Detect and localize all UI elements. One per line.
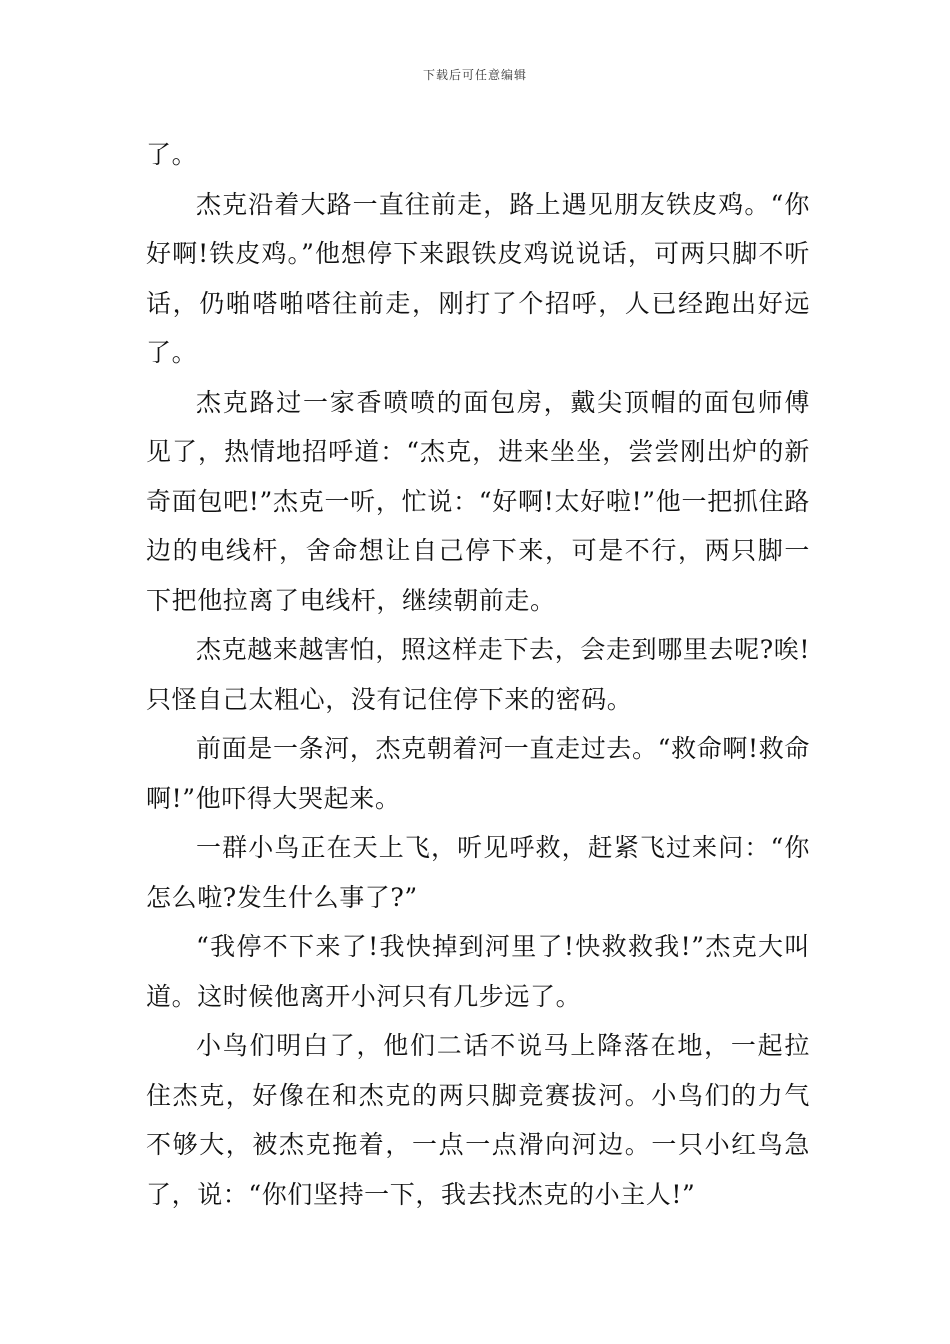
story-body — [146, 130, 810, 1219]
paragraph-7: “我停不下来了!我快掉到河里了!快救救我!”杰克大叫道。这时候他离开小河只有几步远了。 — [146, 932, 810, 1011]
paragraph-5: 前面是一条河，杰克朝着河一直走过去。“救命啊!救命啊!”他吓得大哭起来。 — [146, 734, 810, 813]
paragraph-8: 小鸟们明白了，他们二话不说马上降落在地，一起拉住杰克，好像在和杰克的两只脚竞赛拔河。小鸟们的力气不够大，被杰克拖着，一点一点滑向河边。一只小红鸟急了，说：“你们坚持一下，我去找杰克的小主人!” — [146, 1031, 810, 1209]
paragraph-4: 杰克越来越害怕，照这样走下去，会走到哪里去呢?唉!只怪自己太粗心，没有记住停下来的密码。 — [146, 635, 810, 714]
paragraph-2: 杰克沿着大路一直往前走，路上遇见朋友铁皮鸡。“你好啊!铁皮鸡。”他想停下来跟铁皮鸡说说话，可两只脚不听话，仍啪嗒啪嗒往前走，刚打了个招呼，人已经跑出好远了。 — [146, 189, 810, 367]
paragraph-1: 了。 — [146, 140, 198, 169]
paragraph-6: 一群小鸟正在天上飞，听见呼救，赶紧飞过来问：“你怎么啦?发生什么事了?” — [146, 833, 810, 912]
page-header: 下载后可任意编辑 — [422, 68, 527, 82]
paragraph-3: 杰克路过一家香喷喷的面包房，戴尖顶帽的面包师傅见了，热情地招呼道：“杰克，进来坐坐，尝尝刚出炉的新奇面包吧!”杰克一听，忙说：“好啊!太好啦!”他一把抓住路边的电线杆，舍命想让自己停下来，可是不行，两只脚一下把他拉离了电线杆，继续朝前走。 — [146, 387, 810, 615]
